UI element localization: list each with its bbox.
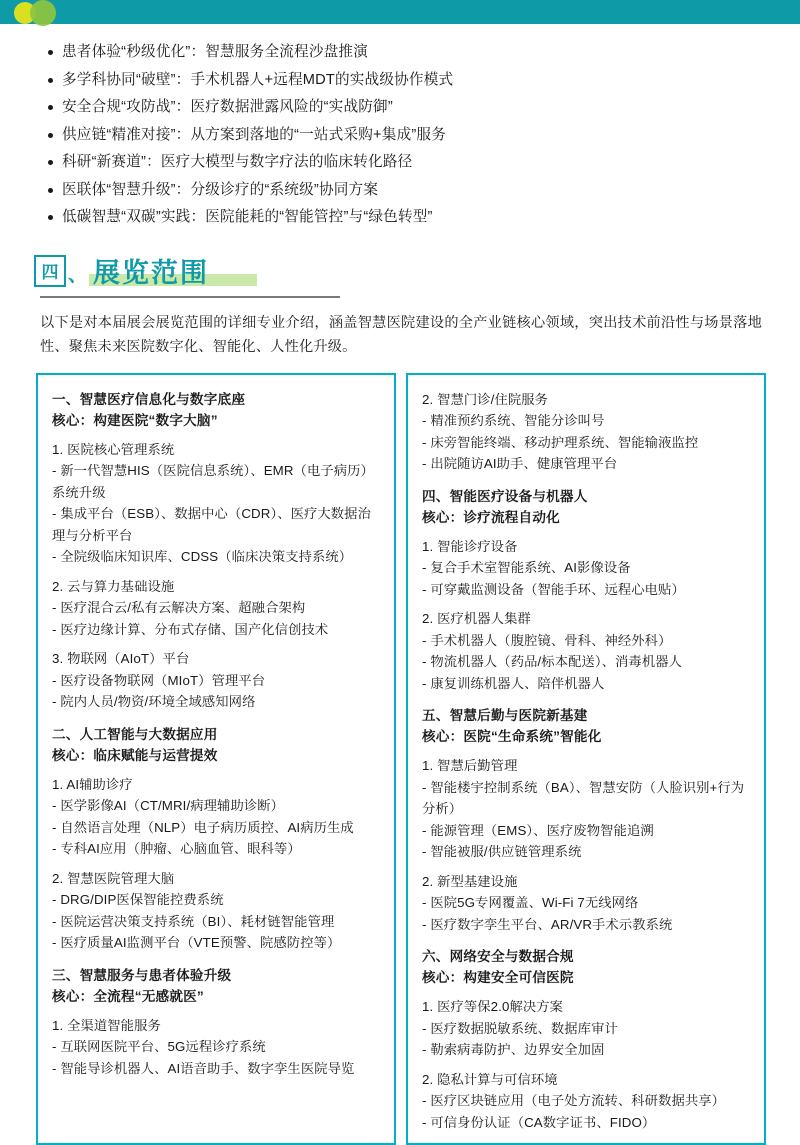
list-item: 安全合规“攻防战”：医疗数据泄露风险的“实战防御” [48, 95, 760, 120]
page-content [0, 24, 800, 1145]
group-head: 2. 云与算力基础设施 [52, 576, 382, 598]
two-column-layout [0, 359, 800, 1145]
group-item: - 医疗混合云/私有云解决方案、超融合架构 [52, 597, 382, 619]
group-item: - 物流机器人（药品/标本配送）、消毒机器人 [422, 651, 752, 673]
block-title: 三、智慧服务与患者体验升级 [52, 965, 382, 986]
group-head: 1. AI辅助诊疗 [52, 774, 382, 796]
block-title: 五、智慧后勤与医院新基建 [422, 705, 752, 726]
block-info-base [52, 389, 382, 713]
group-item: - 医院运营决策支持系统（BI）、耗材链智能管理 [52, 911, 382, 933]
group-item: - 可穿戴监测设备（智能手环、远程心电贴） [422, 579, 752, 601]
section-heading [0, 233, 800, 287]
section-title-wrap [93, 260, 209, 287]
group-item: - 精准预约系统、智能分诊叫号 [422, 410, 752, 432]
group-item: - 可信身份认证（CA数字证书、FIDO） [422, 1112, 752, 1134]
top-bullet-list [0, 24, 800, 230]
group-item: - 出院随访AI助手、健康管理平台 [422, 453, 752, 475]
block-title: 二、人工智能与大数据应用 [52, 724, 382, 745]
decorative-dot-green [30, 0, 56, 26]
list-item: 医联体“智慧升级”：分级诊疗的“系统级”协同方案 [48, 178, 760, 203]
group-item: - 智能被服/供应链管理系统 [422, 841, 752, 863]
group-item: - 医疗设备物联网（MIoT）管理平台 [52, 670, 382, 692]
block-core: 核心：临床赋能与运营提效 [52, 745, 382, 766]
group-item: - 复合手术室智能系统、AI影像设备 [422, 557, 752, 579]
block-outpatient-service [422, 389, 752, 475]
group-item: - 床旁智能终端、移动护理系统、智能输液监控 [422, 432, 752, 454]
group-head: 2. 新型基建设施 [422, 871, 752, 893]
section-intro-text: 以下是对本届展会展览范围的详细专业介绍，涵盖智慧医院建设的全产业链核心领域，突出技术前沿性与场景落地性、聚焦未来医院数字化、智能化、人性化升级。 [0, 298, 800, 359]
group-head: 3. 物联网（AIoT）平台 [52, 648, 382, 670]
group-item: - 医学影像AI（CT/MRI/病理辅助诊断） [52, 795, 382, 817]
block-ai-bigdata [52, 724, 382, 954]
block-core: 核心：构建医院“数字大脑” [52, 410, 382, 431]
group-item: - 手术机器人（腹腔镜、骨科、神经外科） [422, 630, 752, 652]
group-head: 2. 智慧医院管理大脑 [52, 868, 382, 890]
group-item: - 自然语言处理（NLP）电子病历质控、AI病历生成 [52, 817, 382, 839]
group-item: - 智能导诊机器人、AI语音助手、数字孪生医院导览 [52, 1058, 382, 1080]
group-item: - 专科AI应用（肿瘤、心脑血管、眼科等） [52, 838, 382, 860]
list-item: 供应链“精准对接”：从方案到落地的“一站式采购+集成”服务 [48, 123, 760, 148]
block-security-compliance [422, 946, 752, 1133]
group-head: 2. 隐私计算与可信环境 [422, 1069, 752, 1091]
group-head: 1. 医院核心管理系统 [52, 439, 382, 461]
group-item: - 医院5G专网覆盖、Wi-Fi 7无线网络 [422, 892, 752, 914]
block-core: 核心：全流程“无感就医” [52, 986, 382, 1007]
section-number-badge: 四 [34, 255, 66, 287]
group-item: - 院内人员/物资/环境全域感知网络 [52, 691, 382, 713]
group-item: - 医疗数据脱敏系统、数据库审计 [422, 1018, 752, 1040]
group-head: 2. 智慧门诊/住院服务 [422, 389, 752, 411]
group-head: 1. 智能诊疗设备 [422, 536, 752, 558]
decorative-top-bar [0, 0, 800, 24]
group-item: - DRG/DIP医保智能控费系统 [52, 889, 382, 911]
group-item: - 医疗区块链应用（电子处方流转、科研数据共享） [422, 1090, 752, 1112]
block-core: 核心：诊疗流程自动化 [422, 507, 752, 528]
group-head: 1. 全渠道智能服务 [52, 1015, 382, 1037]
list-item: 患者体验“秒级优化”：智慧服务全流程沙盘推演 [48, 40, 760, 65]
list-item: 多学科协同“破壁”：手术机器人+远程MDT的实战级协作模式 [48, 68, 760, 93]
group-item: - 智能楼宇控制系统（BA）、智慧安防（人脸识别+行为分析） [422, 777, 752, 820]
group-item: - 全院级临床知识库、CDSS（临床决策支持系统） [52, 546, 382, 568]
group-item: - 集成平台（ESB）、数据中心（CDR）、医疗大数据治理与分析平台 [52, 503, 382, 546]
group-item: - 新一代智慧HIS（医院信息系统）、EMR（电子病历）系统升级 [52, 460, 382, 503]
list-item: 低碳智慧“双碳”实践：医院能耗的“智能管控”与“绿色转型” [48, 205, 760, 230]
list-item: 科研“新赛道”：医疗大模型与数字疗法的临床转化路径 [48, 150, 760, 175]
block-title: 六、网络安全与数据合规 [422, 946, 752, 967]
group-item: - 医疗质量AI监测平台（VTE预警、院感防控等） [52, 932, 382, 954]
group-item: - 互联网医院平台、5G远程诊疗系统 [52, 1036, 382, 1058]
block-title: 一、智慧医疗信息化与数字底座 [52, 389, 382, 410]
right-column-box [406, 373, 766, 1145]
group-head: 1. 医疗等保2.0解决方案 [422, 996, 752, 1018]
group-item: - 医疗数字孪生平台、AR/VR手术示教系统 [422, 914, 752, 936]
group-item: - 康复训练机器人、陪伴机器人 [422, 673, 752, 695]
block-core: 核心：构建安全可信医院 [422, 967, 752, 988]
block-smart-service [52, 965, 382, 1080]
block-title: 四、智能医疗设备与机器人 [422, 486, 752, 507]
block-core: 核心：医院“生命系统”智能化 [422, 726, 752, 747]
block-logistics-infra [422, 705, 752, 935]
group-item: - 医疗边缘计算、分布式存储、国产化信创技术 [52, 619, 382, 641]
group-item: - 能源管理（EMS）、医疗废物智能追溯 [422, 820, 752, 842]
group-head: 1. 智慧后勤管理 [422, 755, 752, 777]
group-item: - 勒索病毒防护、边界安全加固 [422, 1039, 752, 1061]
block-devices-robots [422, 486, 752, 695]
section-number-comma: 、 [66, 266, 93, 285]
page-title: 展览范围 [93, 260, 209, 287]
group-head: 2. 医疗机器人集群 [422, 608, 752, 630]
left-column-box [36, 373, 396, 1145]
